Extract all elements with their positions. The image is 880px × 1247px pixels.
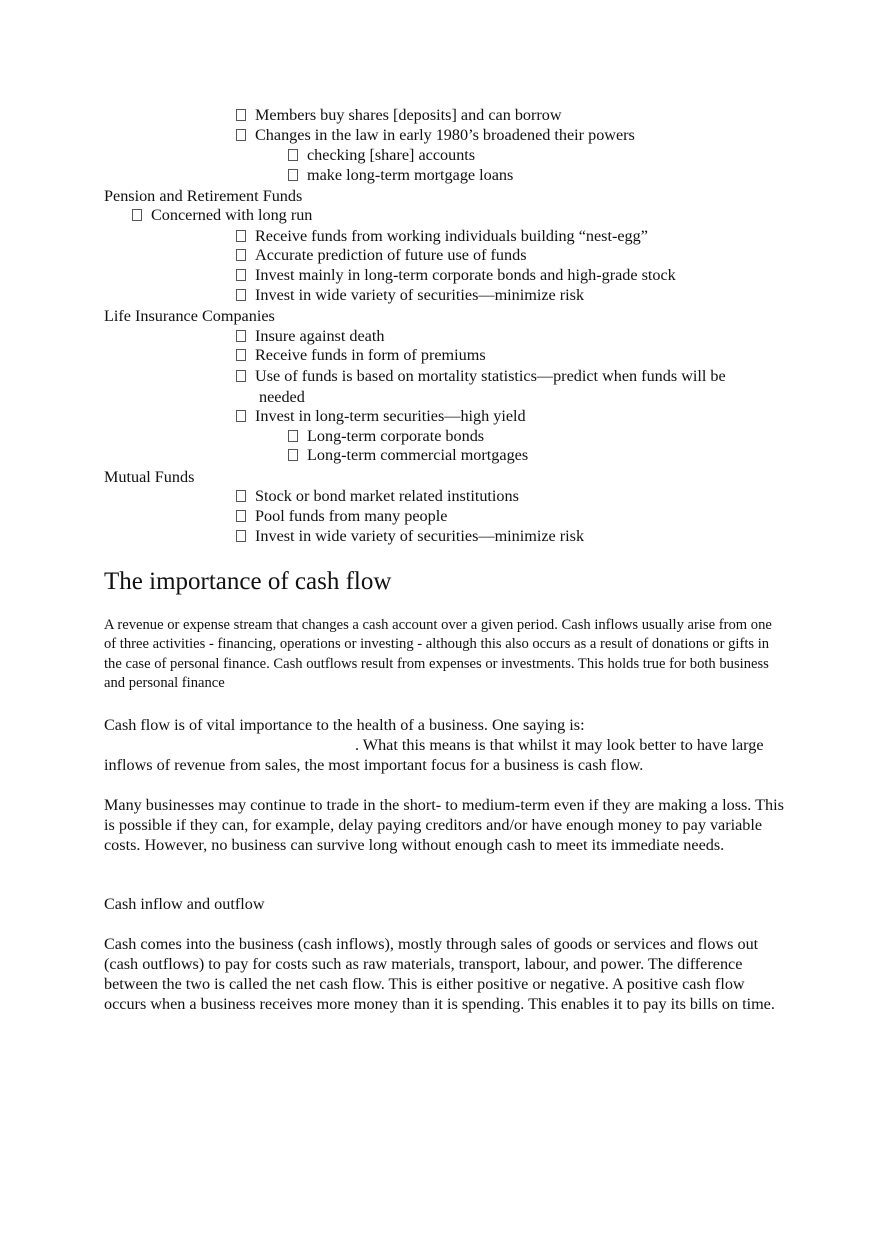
- bullet-line: Invest in long-term securities—high yield: [236, 406, 526, 426]
- bullet-box-icon: [236, 410, 246, 422]
- definition-paragraph: A revenue or expense stream that changes a cash account over a given period. Cash inflows usually arise from one of three activities - financing, operations or investing - although this also occurs as a result of donations or gifts in the case of personal finance. Cash outflows result from expenses or investments. This holds true for both business and personal finance: [104, 617, 772, 691]
- category-heading-pension: Pension and Retirement Funds: [104, 187, 303, 205]
- bullet-line: Accurate prediction of future use of funds: [236, 245, 527, 265]
- bullet-box-icon: [236, 249, 246, 261]
- bullet-line: Receive funds in form of premiums: [236, 345, 486, 365]
- category-heading-mutual: Mutual Funds: [104, 468, 195, 486]
- bullet-box-icon: [236, 490, 246, 502]
- sub-bullet-line: checking [share] accounts: [288, 145, 475, 165]
- bullet-line: Stock or bond market related institutions: [236, 486, 519, 506]
- bullet-box-icon: [288, 430, 298, 442]
- bullet-line: Concerned with long run: [132, 205, 312, 225]
- section-title: The importance of cash flow: [104, 568, 392, 595]
- bullet-box-icon: [288, 149, 298, 161]
- bullet-box-icon: [236, 510, 246, 522]
- bullet-box-icon: [236, 129, 246, 141]
- bullet-box-icon: [236, 530, 246, 542]
- bullet-box-icon: [236, 349, 246, 361]
- bullet-box-icon: [288, 449, 298, 461]
- subheading-cash-inflow-outflow: Cash inflow and outflow: [104, 895, 265, 913]
- sub-bullet-line: make long-term mortgage loans: [288, 165, 513, 185]
- bullet-box-icon: [132, 209, 142, 221]
- bullet-box-icon: [236, 370, 246, 382]
- paragraph-continuation: . What this means is that whilst it may look better to have large inflows of revenue from sales, the most important focus for a business is cash flow.: [104, 736, 764, 774]
- sub-bullet-line: Long-term commercial mortgages: [288, 445, 528, 465]
- bullet-line: Members buy shares [deposits] and can borrow: [236, 105, 562, 125]
- bullet-box-icon: [236, 289, 246, 301]
- bullet-line: Changes in the law in early 1980’s broadened their powers: [236, 125, 635, 145]
- sub-bullet-line: Long-term corporate bonds: [288, 426, 484, 446]
- paragraph-survival: Many businesses may continue to trade in the short- to medium-term even if they are making a loss. This is possible if they can, for example, delay paying creditors and/or have enough money to pay variable costs. However, no business can survive long without enough cash to meet its immediate needs.: [104, 796, 784, 854]
- paragraph-importance: [104, 715, 784, 775]
- paragraph-cash-flow: Cash comes into the business (cash inflows), mostly through sales of goods or services and flows out (cash outflows) to pay for costs such as raw materials, transport, labour, and power. The difference between the two is called the net cash flow. This is either positive or negative. A positive cash flow occurs when a business receives more money than it is spending. This enables it to pay its bills on time.: [104, 935, 775, 1013]
- bullet-box-icon: [236, 230, 246, 242]
- bullet-line: Invest in wide variety of securities—minimize risk: [236, 285, 584, 305]
- bullet-box-icon: [288, 169, 298, 181]
- bullet-box-icon: [236, 269, 246, 281]
- category-heading-life: Life Insurance Companies: [104, 307, 275, 325]
- bullet-line: Invest in wide variety of securities—minimize risk: [236, 526, 584, 546]
- bullet-line-continuation: needed: [259, 388, 305, 406]
- bullet-line: Use of funds is based on mortality statistics—predict when funds will be: [236, 366, 726, 386]
- bullet-line: Insure against death: [236, 326, 384, 346]
- bullet-line: Invest mainly in long-term corporate bonds and high-grade stock: [236, 265, 676, 285]
- bullet-box-icon: [236, 109, 246, 121]
- paragraph-line: Cash flow is of vital importance to the health of a business. One saying is:: [104, 716, 585, 734]
- bullet-line: Receive funds from working individuals building “nest-egg”: [236, 226, 648, 246]
- bullet-line: Pool funds from many people: [236, 506, 447, 526]
- bullet-box-icon: [236, 330, 246, 342]
